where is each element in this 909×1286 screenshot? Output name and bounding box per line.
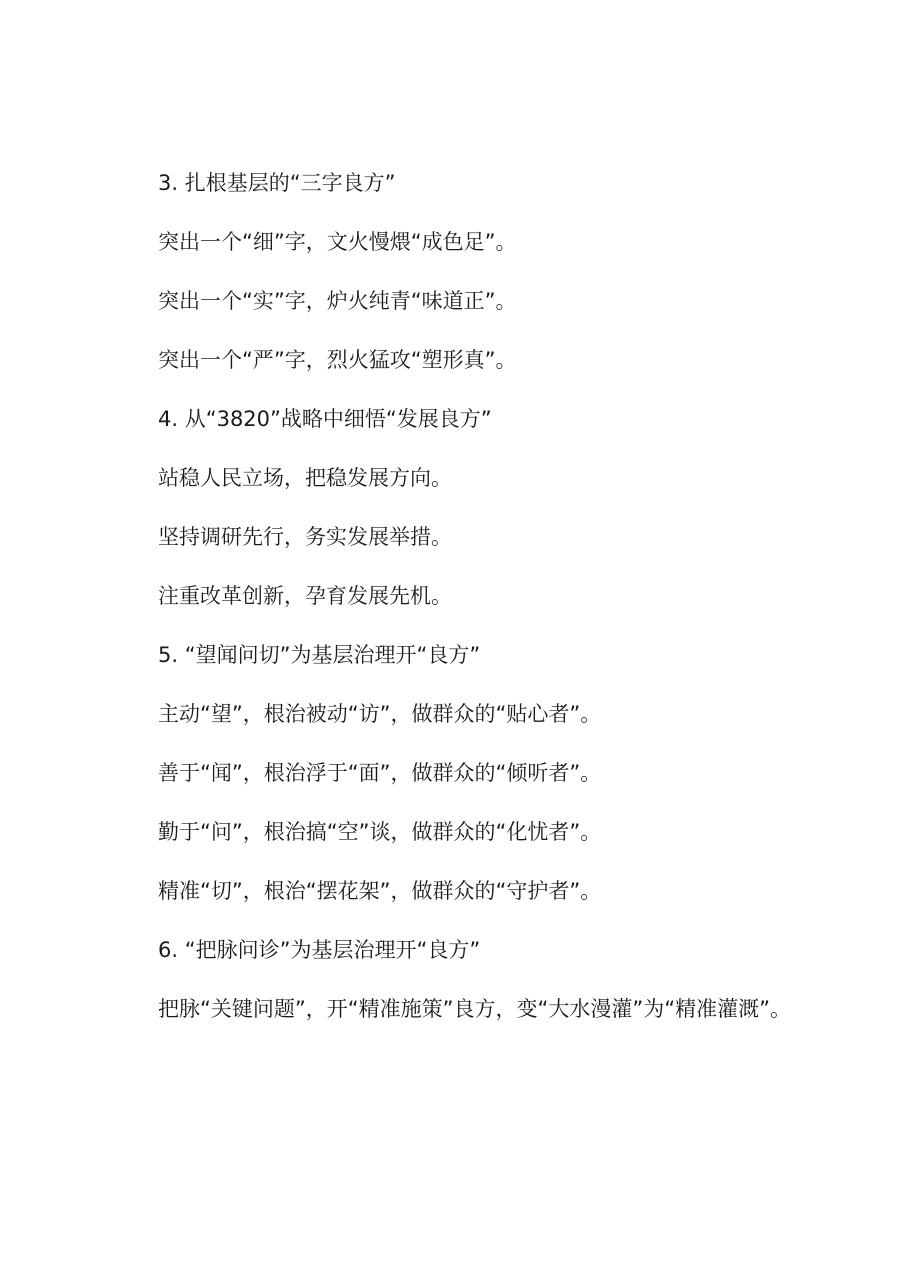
paragraph-line: 突出一个“严”字，烈火猛攻“塑形真”。 [158,348,517,372]
heading-6: 6. “把脉问诊”为基层治理开“良方” [158,938,481,962]
paragraph-line: 精准“切”，根治“摆花架”，做群众的“守护者”。 [158,879,602,903]
final-paragraph: 把脉“关键问题”，开“精准施策”良方，变“大水漫灌”为“精准灌溉”。 [158,997,792,1021]
paragraph-line: 突出一个“实”字，炉火纯青“味道正”。 [158,289,517,313]
paragraph-line: 坚持调研先行，务实发展举措。 [158,525,452,549]
paragraph-line: 勤于“问”，根治搞“空”谈，做群众的“化忧者”。 [158,820,602,844]
paragraph-line: 突出一个“细”字，文火慢煨“成色足”。 [158,230,517,254]
heading-5: 5. “望闻问切”为基层治理开“良方” [158,643,481,667]
paragraph-line: 善于“闻”，根治浮于“面”，做群众的“倾听者”。 [158,761,602,785]
document-body [121,163,801,1033]
heading-3: 3. 扎根基层的“三字良方” [158,171,396,195]
heading-4: 4. 从“3820”战略中细悟“发展良方” [158,407,492,431]
paragraph-line: 主动“望”，根治被动“访”，做群众的“贴心者”。 [158,702,602,726]
paragraph-line: 站稳人民立场，把稳发展方向。 [158,466,452,490]
paragraph-line: 注重改革创新，孕育发展先机。 [158,584,452,608]
